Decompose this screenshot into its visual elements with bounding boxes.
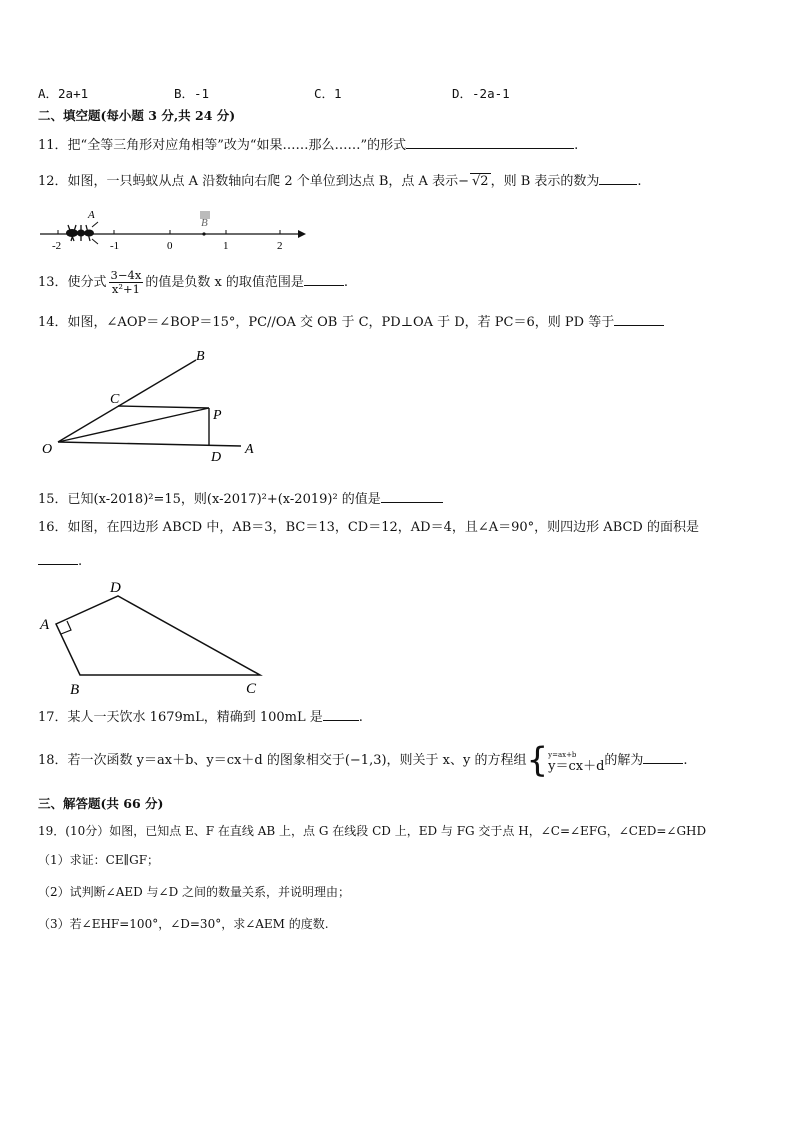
axis-arrow-icon (298, 230, 306, 238)
right-angle-mark (61, 621, 71, 634)
option-a: A．2a+1 (38, 86, 89, 101)
equation-system (548, 749, 604, 773)
question-12 (38, 172, 642, 190)
question-13 (38, 268, 348, 298)
point-b-dot (202, 232, 205, 235)
option-d: D．-2a-1 (452, 86, 510, 101)
answer-blank-17[interactable] (323, 708, 359, 721)
question-18-text: 18．若一次函数 y＝ax＋b、y＝cx＋d 的图象相交于(−1,3)，则关于 x、y 的方程组 (38, 753, 527, 768)
question-12-text-post: ，则 B 表示的数为 (490, 174, 600, 189)
point-d-label: D (211, 450, 222, 465)
ray-oa (58, 442, 241, 446)
ray-op (58, 408, 209, 442)
tick-label: 0 (167, 240, 173, 252)
sqrt-symbol: √2 (471, 174, 489, 189)
vertex-b-label: B (70, 682, 80, 698)
question-12-end: . (637, 174, 642, 189)
quadrilateral-abcd (56, 596, 260, 675)
option-c: C．1 (314, 86, 342, 101)
answer-blank-11[interactable] (406, 136, 574, 149)
tick-label: -2 (52, 240, 62, 252)
question-15 (38, 490, 443, 508)
fraction-numerator: 3−4x (110, 268, 142, 282)
tick-label: 2 (277, 240, 283, 252)
ant-icon (66, 222, 98, 244)
question-13-end: . (343, 275, 349, 290)
question-16-answer-line (38, 552, 82, 570)
segment-pc (118, 406, 209, 408)
point-a-label: A (245, 442, 254, 457)
question-14 (38, 313, 664, 331)
answer-blank-16[interactable] (38, 552, 78, 565)
question-11-end: . (574, 138, 579, 153)
question-13-text: 13．使分式 (38, 275, 107, 290)
question-11-text: 11．把“全等三角形对应角相等”改为“如果……那么……”的形式 (38, 138, 407, 153)
point-a-label: A (88, 209, 95, 221)
answer-blank-18[interactable] (643, 751, 683, 764)
question-16-text: 16．如图，在四边形 ABCD 中，AB＝3，BC＝13，CD＝12，AD＝4，且∠A＝90°，则四边形 ABCD 的面积是 (38, 520, 699, 535)
question-17 (38, 708, 363, 726)
question-17-end: . (358, 710, 363, 725)
vertex-a-label: A (40, 617, 50, 633)
minus-sign: − (458, 174, 469, 189)
question-15-text: 15．已知(x-2018)²=15，则(x-2017)²+(x-2019)² 的值是 (38, 492, 381, 507)
answer-blank-15[interactable] (381, 490, 443, 503)
quadrilateral-figure-16 (34, 576, 274, 702)
tick-label: 1 (223, 240, 229, 252)
question-19: 19．(10分）如图，已知点 E、F 在直线 AB 上，点 G 在线段 CD 上，ED 与 FG 交于点 H，∠C=∠EFG，∠CED=∠GHD (38, 824, 707, 838)
point-o-label: O (42, 442, 53, 457)
question-13-text-post: 的值是负数 x 的取值范围是 (145, 275, 304, 290)
point-p-label: P (213, 408, 222, 423)
point-c-label: C (110, 392, 120, 407)
fraction (109, 269, 144, 296)
equation-1: y=ax+b (548, 750, 577, 759)
section-title-fill-blank: 二、填空题(每小题 3 分,共 24 分) (38, 108, 236, 123)
number-line-figure (40, 200, 310, 252)
question-18-end: . (683, 753, 688, 768)
question-19-part-3: （3）若∠EHF=100°，∠D=30°，求∠AEM 的度数. (38, 917, 329, 931)
equation-2: y＝cx＋d (548, 758, 605, 774)
angle-figure-14 (36, 340, 276, 470)
vertex-d-label: D (110, 580, 121, 596)
answer-blank-13[interactable] (304, 273, 344, 286)
vertex-c-label: C (246, 681, 257, 697)
answer-blank-14[interactable] (614, 313, 664, 326)
fraction-denominator: x²+1 (111, 282, 140, 296)
question-14-text: 14．如图，∠AOP＝∠BOP＝15°，PC//OA 交 OB 于 C，PD⊥OA 于 D，若 PC＝6，则 PD 等于 (38, 315, 615, 330)
brace-icon: { (526, 740, 549, 781)
option-b: B．-1 (174, 86, 210, 101)
question-17-text: 17．某人一天饮水 1679mL，精确到 100mL 是 (38, 710, 323, 725)
sqrt-radicand: 2 (480, 174, 489, 189)
ray-ob (58, 360, 196, 442)
question-16-end: . (78, 554, 83, 569)
point-b-label: B (196, 349, 205, 364)
question-19-part-1: （1）求证：CE∥GF； (38, 853, 160, 867)
question-18 (38, 740, 688, 781)
question-16 (38, 520, 699, 536)
question-19-part-2: （2）试判断∠AED 与∠D 之间的数量关系，并说明理由； (38, 885, 351, 899)
tick-label: -1 (110, 240, 120, 252)
point-b-label: B (201, 217, 208, 229)
question-12-text: 12．如图，一只蚂蚁从点 A 沿数轴向右爬 2 个单位到达点 B，点 A 表示 (38, 174, 459, 189)
question-11 (38, 136, 578, 154)
question-18-text-post: 的解为 (604, 753, 644, 768)
section-title-solve: 三、解答题(共 66 分) (38, 796, 164, 811)
answer-blank-12[interactable] (599, 172, 637, 185)
